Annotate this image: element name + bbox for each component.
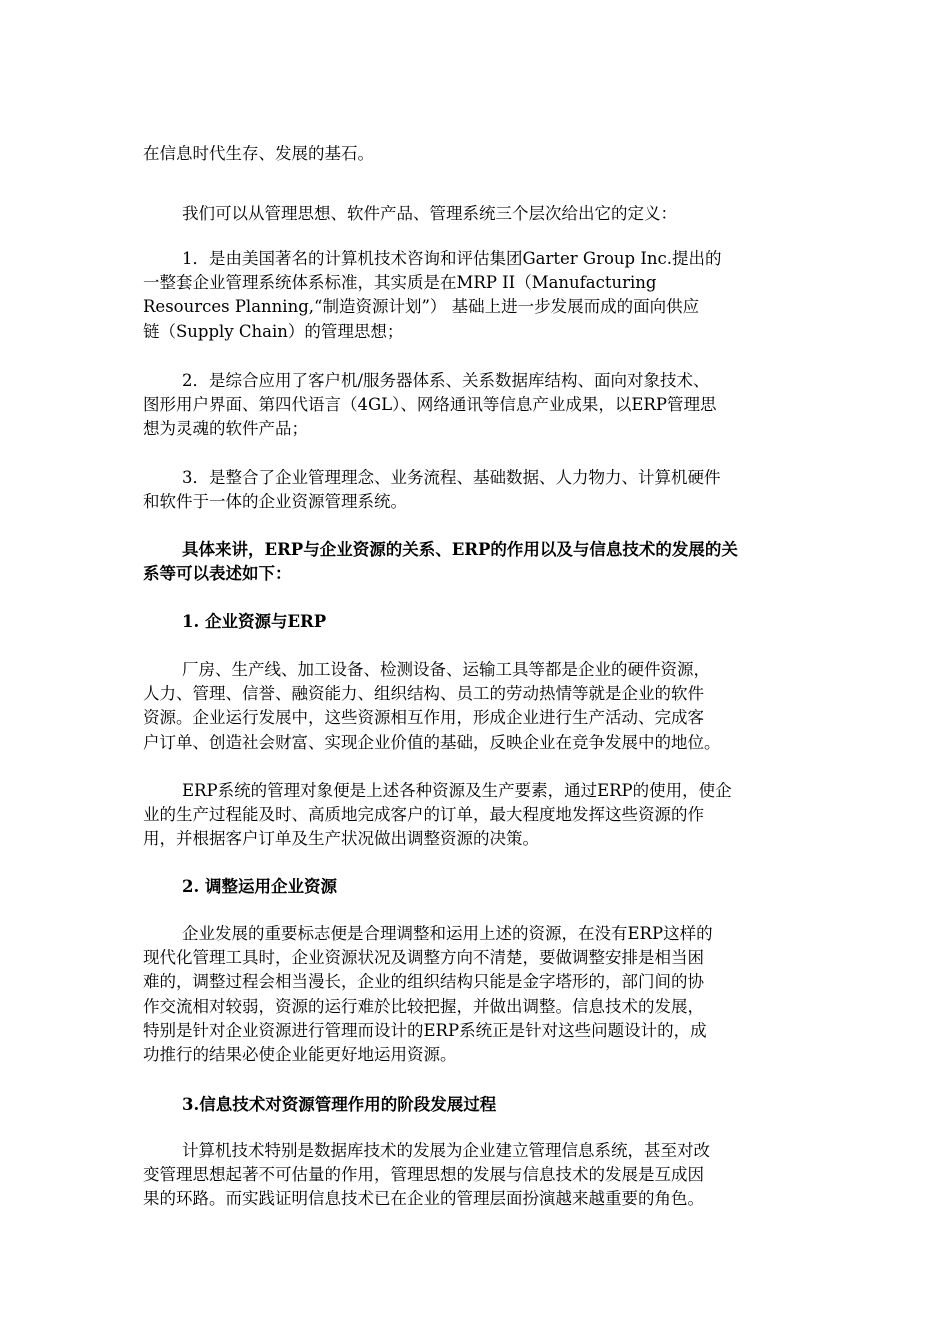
heading-text: 1. 企业资源与ERP xyxy=(182,612,327,631)
text-line: 2．是综合应用了客户机/服务器体系、关系数据库结构、面向对象技术、 xyxy=(182,371,710,390)
text-line: 用，并根据客户订单及生产状况做出调整资源的决策。 xyxy=(143,829,539,849)
text-line: 想为灵魂的软件产品； xyxy=(143,419,308,439)
text-line: 计算机技术特别是数据库技术的发展为企业建立管理信息系统，甚至对改 xyxy=(182,1141,710,1160)
text-line: ERP系统的管理对象便是上述各种资源及生产要素，通过ERP的使用，使企 xyxy=(182,781,732,800)
text-line: 图形用户界面、第四代语言（4GL）、网络通讯等信息产业成果，以ERP管理思 xyxy=(143,395,717,415)
paragraph-definition-2 xyxy=(143,369,807,442)
text-line: 厂房、生产线、加工设备、检测设备、运输工具等都是企业的硬件资源， xyxy=(182,660,710,679)
text-line: 3．是整合了企业管理理念、业务流程、基础数据、人力物力、计算机硬件 xyxy=(182,468,721,487)
section-heading-3 xyxy=(143,1093,846,1117)
text-line: 一整套企业管理系统体系标准，其实质是在MRP II（Manufacturing xyxy=(143,273,657,293)
text-line: 果的环路。而实践证明信息技术已在企业的管理层面扮演越来越重要的角色。 xyxy=(143,1189,704,1209)
text-line: 变管理思想起著不可估量的作用，管理思想的发展与信息技术的发展是互成因 xyxy=(143,1165,704,1185)
text-line: 和软件于一体的企业资源管理系统。 xyxy=(143,492,407,512)
text-line: 我们可以从管理思想、软件产品、管理系统三个层次给出它的定义： xyxy=(182,204,677,223)
text-line: Resources Planning,“制造资源计划”） 基础上进一步发展而成的面向供应 xyxy=(143,297,700,317)
text-line: 企业发展的重要标志便是合理调整和运用上述的资源，在没有ERP这样的 xyxy=(182,924,713,943)
text-line: 功推行的结果必使企业能更好地运用资源。 xyxy=(143,1044,457,1064)
paragraph-definition-1 xyxy=(143,247,807,344)
heading-text: 3.信息技术对资源管理作用的阶段发展过程 xyxy=(182,1095,497,1114)
paragraph-definition-intro xyxy=(143,202,846,226)
paragraph-definition-3 xyxy=(143,466,807,514)
text-line: 作交流相对较弱，资源的运行难於比较把握，并做出调整。信息技术的发展， xyxy=(143,996,704,1016)
section-heading-1 xyxy=(143,610,846,634)
text-line: 在信息时代生存、发展的基石。 xyxy=(143,144,374,163)
text-line: 难的，调整过程会相当漫长，企业的组织结构只能是金字塔形的，部门间的协 xyxy=(143,972,704,992)
text-line: 1．是由美国著名的计算机技术咨询和评估集团Garter Group Inc.提出的 xyxy=(182,249,722,268)
paragraph-erp-objects xyxy=(143,779,807,852)
paragraph-it-development xyxy=(143,1139,807,1212)
text-line: 户订单、创造社会财富、实现企业价值的基础，反映企业在竞争发展中的地位。 xyxy=(143,732,721,752)
text-line: 现代化管理工具时，企业资源状况及调整方向不清楚，要做调整安排是相当困 xyxy=(143,948,704,968)
heading-text: 2. 调整运用企业资源 xyxy=(182,877,337,896)
text-line: 特别是针对企业资源进行管理而设计的ERP系统正是针对这些问题设计的，成 xyxy=(143,1020,707,1040)
paragraph-summary-intro xyxy=(143,538,807,586)
paragraph-enterprise-resources xyxy=(143,658,807,755)
text-line: 链（Supply Chain）的管理思想； xyxy=(143,321,404,341)
text-line: 人力、管理、信誉、融资能力、组织结构、员工的劳动热情等就是企业的软件 xyxy=(143,684,704,704)
text-line: 资源。企业运行发展中，这些资源相互作用，形成企业进行生产活动、完成客 xyxy=(143,708,704,728)
paragraph-adjust-resources xyxy=(143,922,807,1067)
text-line: 业的生产过程能及时、高质地完成客户的订单，最大程度地发挥这些资源的作 xyxy=(143,805,704,825)
section-heading-2 xyxy=(143,875,846,899)
text-line: 系等可以表述如下： xyxy=(143,564,292,584)
text-line: 具体来讲，ERP与企业资源的关系、ERP的作用以及与信息技术的发展的关 xyxy=(182,540,738,559)
paragraph-continuation xyxy=(143,142,807,166)
